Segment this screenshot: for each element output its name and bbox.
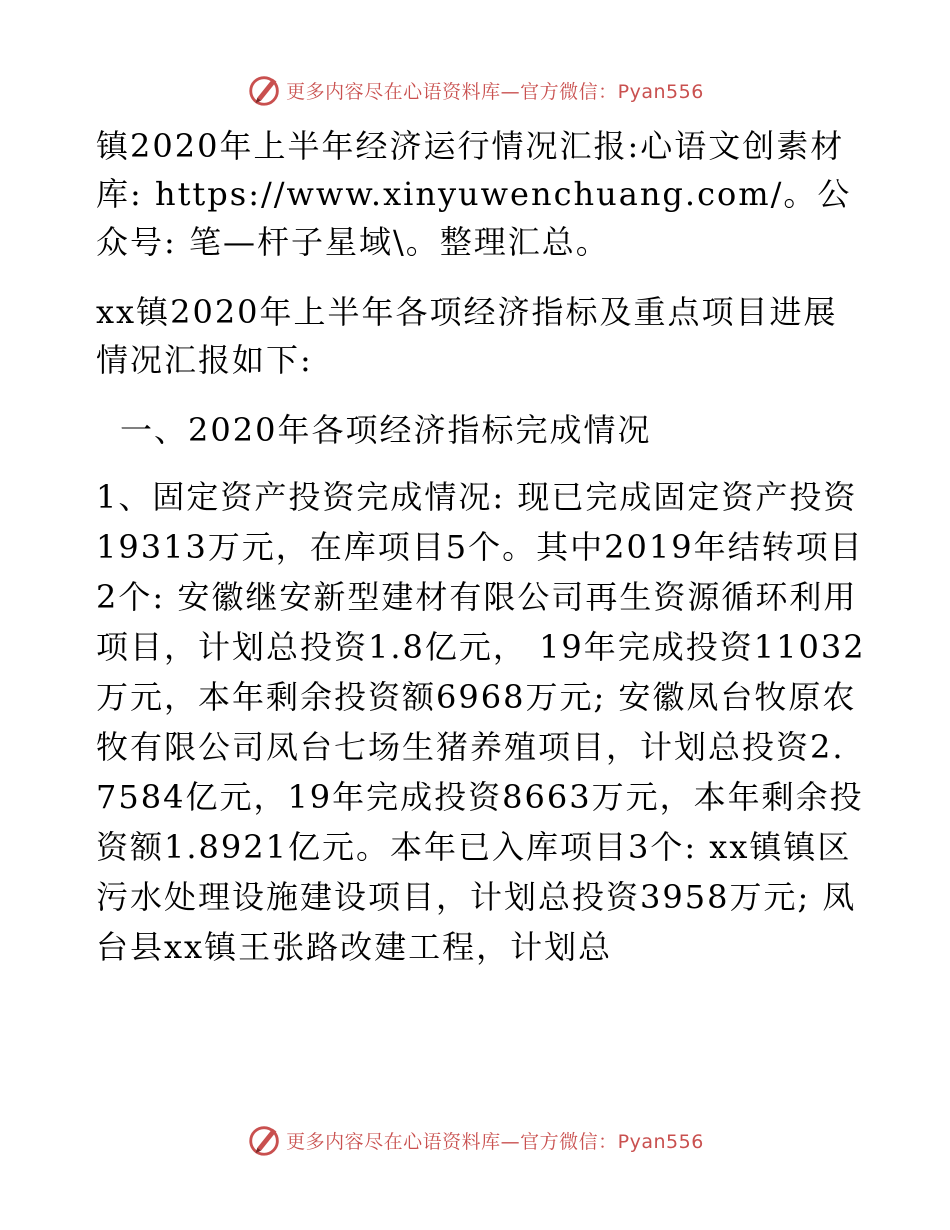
section-heading: 一、2020年各项经济指标完成情况 — [120, 411, 652, 449]
paragraph-title: 镇2020年上半年经济运行情况汇报:心语文创素材库: https://www.xinyuwenchuang.com/。公众号: 笔—杆子星域\。整理汇总。 — [96, 127, 852, 261]
footer-watermark — [0, 1120, 950, 1160]
paragraph-intro: xx镇2020年上半年各项经济指标及重点项目进展情况汇报如下: — [96, 293, 838, 379]
pen-logo-icon — [246, 1121, 284, 1159]
watermark-text: 更多内容尽在心语资料库—官方微信：Pyan556 — [286, 1130, 704, 1153]
paragraph-fixed-asset-investment: 1、固定资产投资完成情况: 现已完成固定资产投资19313万元，在库项目5个。其中2019年结转项目2个: 安徽继安新型建材有限公司再生资源循环利用项目，计划总投资1.8亿元， 19年完成投资11032万元，本年剩余投资额6968万元; 安徽凤台牧原农牧有限公司凤台七场生猪养殖项目，计划总投资2.7584亿元，19年完成投资8663万元，本年剩余投资额1.8921亿元。本年已入库项目3个: xx镇镇区污水处理设施建设项目，计划总投资3958万元; 凤台县xx镇王张路改建工程，计划总 — [96, 478, 866, 966]
pen-logo-icon — [246, 71, 284, 109]
watermark-text: 更多内容尽在心语资料库—官方微信：Pyan556 — [286, 80, 704, 103]
header-watermark — [0, 70, 950, 110]
document-body — [96, 122, 866, 972]
